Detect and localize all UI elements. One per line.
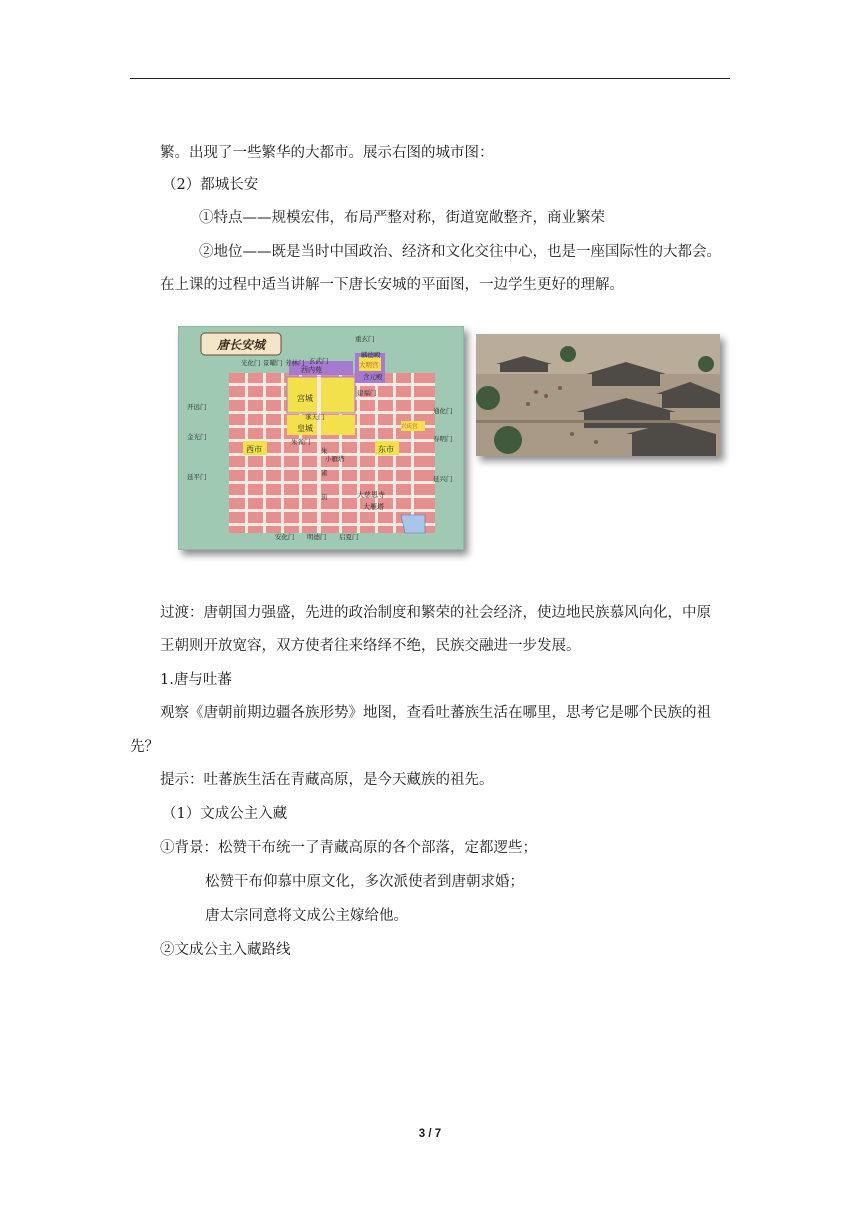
gate-anhua: 安化门 xyxy=(275,533,295,541)
place-xingqing: 兴庆宫 xyxy=(401,424,418,430)
place-zhuque-gate: 朱雀门 xyxy=(291,438,311,446)
map-title: 唐长安城 xyxy=(216,338,266,352)
place-dongshi: 东市 xyxy=(378,445,394,454)
capital-feature: ①特点——规模宏伟，布局严整对称，街道宽敞整齐，商业繁荣 xyxy=(199,210,605,226)
transition-paragraph: 过渡：唐朝国力强盛，先进的政治制度和繁荣的社会经济，使边地民族慕风向化，中原 xyxy=(160,605,711,621)
place-hanyuan: 含元殿 xyxy=(363,373,383,381)
place-dayanta: 大雁塔 xyxy=(363,503,384,511)
place-linde: 麟德殿 xyxy=(361,351,381,359)
city-model-photo xyxy=(476,334,720,456)
observe-paragraph-cont: 先？ xyxy=(130,739,159,755)
gate-chongxuan: 重玄门 xyxy=(355,335,375,343)
background-item-2: 松赞干布仰慕中原文化，多次派使者到唐朝求婚； xyxy=(205,874,524,890)
gate-fanglin: 芳林门 xyxy=(285,359,305,367)
place-xishi: 西市 xyxy=(246,445,262,454)
section-heading-capital: （2）都城长安 xyxy=(162,177,259,193)
gate-jinguang: 金光门 xyxy=(187,433,207,441)
background-item-3: 唐太宗同意将文成公主嫁给他。 xyxy=(205,908,408,924)
place-chengtian: 承天门 xyxy=(305,413,325,421)
place-huangcheng: 皇城 xyxy=(297,424,313,433)
gate-jingyao: 景曜门 xyxy=(263,359,283,367)
street-char-2: 雀 xyxy=(321,469,328,477)
gate-yanxing: 延兴门 xyxy=(433,475,453,483)
changan-map xyxy=(178,326,464,550)
gate-xuanwu: 玄武门 xyxy=(309,357,329,365)
page-number: 3 / 7 xyxy=(418,1128,442,1140)
capital-status: ②地位——既是当时中国政治、经济和文化交往中心，也是一座国际性的大都会。 xyxy=(199,244,721,260)
place-gongcheng: 宫城 xyxy=(297,394,313,403)
hint-paragraph: 提示：吐蕃族生活在青藏高原，是今天藏族的祖先。 xyxy=(160,772,494,788)
place-xiaoyanta: 小雁塔 xyxy=(325,455,345,463)
paragraph-1: 繁。出现了一些繁华的大都市。展示右图的城市图： xyxy=(160,145,494,161)
gate-qixia: 启夏门 xyxy=(339,533,359,541)
gate-chunming: 春明门 xyxy=(433,435,453,443)
background-item: ①背景：松赞干布统一了青藏高原的各个部落，定都逻些； xyxy=(160,840,537,856)
street-char-3: 街 xyxy=(321,493,328,501)
place-dacien: 大慈恩寺 xyxy=(357,491,385,499)
section-heading-wencheng: （1）文成公主入藏 xyxy=(162,806,288,822)
gate-mingde: 明德门 xyxy=(307,533,327,541)
gate-guanghua: 光化门 xyxy=(241,359,261,367)
paragraph-teaching-note: 在上课的过程中适当讲解一下唐长安城的平面图，一边学生更好的理解。 xyxy=(160,277,624,293)
gate-tonghua: 通化门 xyxy=(433,407,453,415)
place-xinei: 西内苑 xyxy=(301,366,322,374)
section-heading-tibet: 1.唐与吐蕃 xyxy=(160,672,232,688)
gate-yanping: 延平门 xyxy=(187,473,207,481)
route-item: ②文成公主入藏路线 xyxy=(160,942,291,958)
header-rule xyxy=(130,78,730,79)
observe-paragraph: 观察《唐朝前期边疆各族形势》地图，查看吐蕃族生活在哪里，思考它是哪个民族的祖 xyxy=(160,705,711,721)
place-jianfu: 建福门 xyxy=(357,389,377,397)
gate-kaiyuan: 开远门 xyxy=(187,403,207,411)
transition-paragraph-cont: 王朝则开放宽容，双方使者往来络绎不绝，民族交融进一步发展。 xyxy=(160,638,581,654)
place-daming: 大明宫 xyxy=(359,361,379,369)
street-char-1: 朱 xyxy=(321,447,328,455)
